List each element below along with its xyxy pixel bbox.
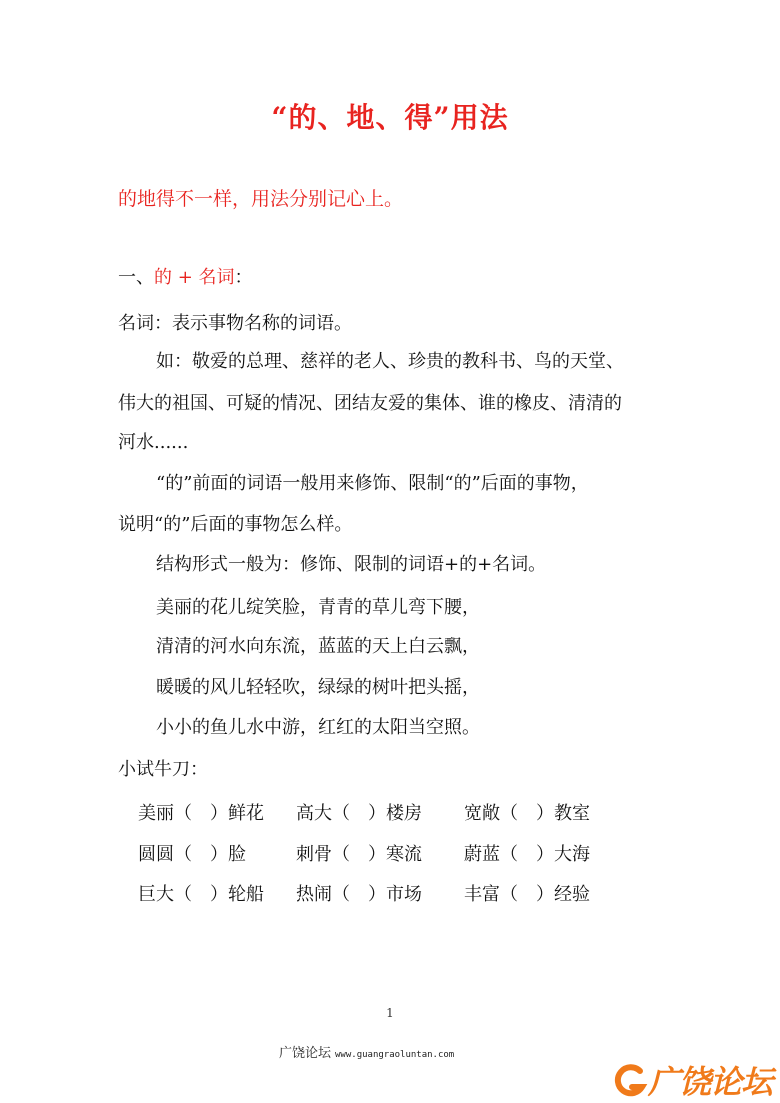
structure-text: 结构形式一般为：修饰、限制的词语+的+名词。	[156, 554, 547, 575]
logo-mark-icon	[612, 1061, 648, 1101]
exercise-item: 热闹（ ）市场	[296, 884, 422, 905]
logo-text: 广饶论坛	[648, 1063, 773, 1101]
subtitle: 的地得不一样，用法分别记心上。	[118, 188, 404, 210]
poem-line-2: 清清的河水向东流，蓝蓝的天上白云飘，	[156, 636, 480, 657]
footer	[279, 1042, 454, 1061]
exercise-item: 美丽（ ）鲜花	[138, 803, 264, 824]
explain-line-2: 说明“的”后面的事物怎么样。	[118, 514, 353, 535]
definition-text: 名词：表示事物名称的词语。	[118, 313, 352, 334]
section-red-part: 的 + 名词	[154, 267, 235, 288]
exercise-title: 小试牛刀：	[118, 759, 208, 780]
poem-line-3: 暖暖的风儿轻轻吹，绿绿的树叶把头摇，	[156, 677, 480, 698]
poem-line-4: 小小的鱼儿水中游，红红的太阳当空照。	[156, 717, 480, 738]
page-title: “的、地、得”用法	[271, 101, 509, 134]
examples-line-3: 河水......	[118, 432, 189, 453]
examples-line-2: 伟大的祖国、可疑的情况、团结友爱的集体、谁的橡皮、清清的	[118, 393, 622, 414]
exercise-item: 圆圆（ ）脸	[138, 844, 246, 865]
section-suffix: ：	[234, 267, 253, 288]
site-logo	[612, 1055, 780, 1103]
footer-name: 广饶论坛	[279, 1046, 332, 1061]
exercise-item: 刺骨（ ）寒流	[296, 844, 422, 865]
poem-line-1: 美丽的花儿绽笑脸，青青的草儿弯下腰，	[156, 597, 480, 618]
page-number: 1	[386, 1006, 394, 1020]
exercise-item: 宽敞（ ）教室	[464, 803, 590, 824]
section-heading	[118, 266, 253, 290]
footer-site: www.guangraoluntan.com	[335, 1050, 455, 1060]
section-prefix: 一、	[118, 267, 154, 288]
exercise-item: 丰富（ ）经验	[464, 884, 590, 905]
examples-line-1: 如：敬爱的总理、慈祥的老人、珍贵的教科书、鸟的天堂、	[156, 351, 624, 372]
exercise-item: 高大（ ）楼房	[296, 803, 422, 824]
exercise-item: 蔚蓝（ ）大海	[464, 844, 590, 865]
exercise-item: 巨大（ ）轮船	[138, 884, 264, 905]
explain-line-1: “的”前面的词语一般用来修饰、限制“的”后面的事物，	[156, 473, 589, 494]
